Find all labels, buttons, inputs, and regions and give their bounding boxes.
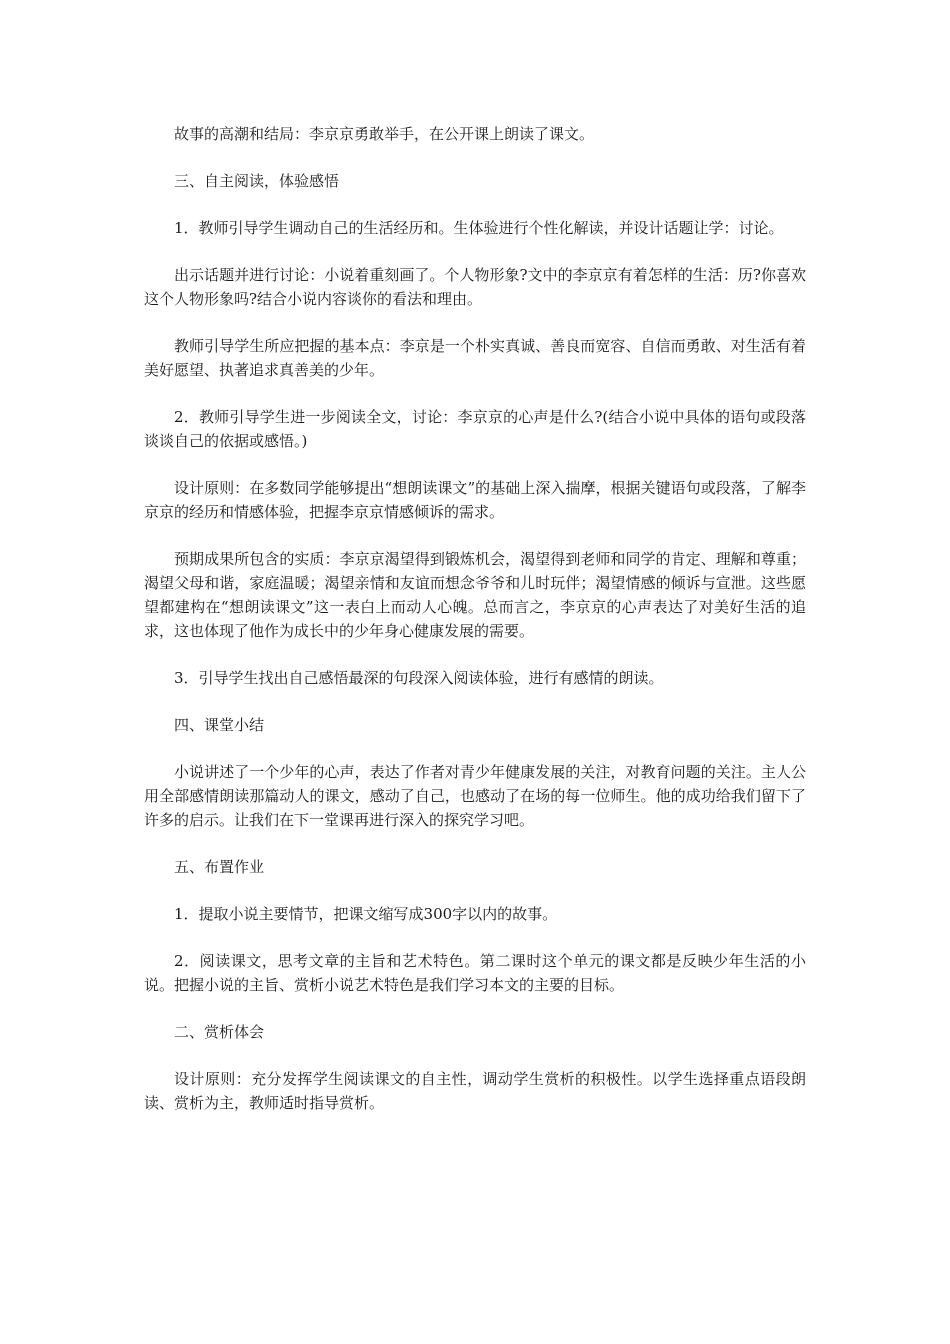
- paragraph-climax: 故事的高潮和结局：李京京勇敢举手，在公开课上朗读了课文。: [174, 125, 595, 143]
- paragraph-step-1: 1．教师引导学生调动自己的生活经历和。生体验进行个性化解读，并设计话题让学：讨论。: [174, 219, 784, 237]
- paragraph-homework-1: 1．提取小说主要情节，把课文缩写成300字以内的故事。: [174, 905, 558, 923]
- paragraph-design-principle: 设计原则：在多数同学能够提出“想朗读课文”的基础上深入揣摩，根据关键语句或段落，了解李京京的经历和情感体验，把握李京京情感倾诉的需求。: [144, 479, 806, 521]
- paragraph-expected-outcome: 预期成果所包含的实质：李京京渴望得到锻炼机会，渴望得到老师和同学的肯定、理解和尊重；渴望父母和谐，家庭温暖；渴望亲情和友谊而想念爷爷和儿时玩伴；渴望情感的倾诉与宣泄。这些愿望都建构在“想朗读课文”这一表白上而动人心魄。总而言之，李京京的心声表达了对美好生活的追求，这也体现了他作为成长中的少年身心健康发展的需要。: [144, 550, 806, 640]
- document-page: [144, 122, 806, 1138]
- paragraph-appreciation-principle: 设计原则：充分发挥学生阅读课文的自主性，调动学生赏析的积极性。以学生选择重点语段朗读、赏析为主，教师适时指导赏析。: [144, 1070, 806, 1112]
- paragraph-step-2: 2．教师引导学生进一步阅读全文，讨论：李京京的心声是什么?(结合小说中具体的语句或段落谈谈自己的依据或感悟。): [144, 408, 806, 450]
- paragraph-discussion-topic: 出示话题并进行讨论：小说着重刻画了。个人物形象?文中的李京京有着怎样的生活：历?你喜欢这个人物形象吗?结合小说内容谈你的看法和理由。: [144, 266, 806, 308]
- section-heading-5: 五、布置作业: [174, 858, 265, 876]
- paragraph-homework-2: 2．阅读课文，思考文章的主旨和艺术特色。第二课时这个单元的课文都是反映少年生活的小说。把握小说的主旨、赏析小说艺术特色是我们学习本文的主要的目标。: [144, 952, 806, 994]
- paragraph-key-points: 教师引导学生所应把握的基本点：李京是一个朴实真诚、善良而宽容、自信而勇敢、对生活有着美好愿望、执著追求真善美的少年。: [144, 337, 806, 379]
- section-heading-4: 四、课堂小结: [174, 716, 265, 734]
- paragraph-summary: 小说讲述了一个少年的心声，表达了作者对青少年健康发展的关注，对教育问题的关注。主人公用全部感情朗读那篇动人的课文，感动了自己，也感动了在场的每一位师生。他的成功给我们留下了许多的启示。让我们在下一堂课再进行深入的探究学习吧。: [144, 763, 806, 829]
- paragraph-step-3: 3．引导学生找出自己感悟最深的句段深入阅读体验，进行有感情的朗读。: [174, 669, 664, 687]
- section-heading-2: 二、赏析体会: [174, 1023, 265, 1041]
- section-heading-3: 三、自主阅读，体验感悟: [174, 172, 340, 190]
